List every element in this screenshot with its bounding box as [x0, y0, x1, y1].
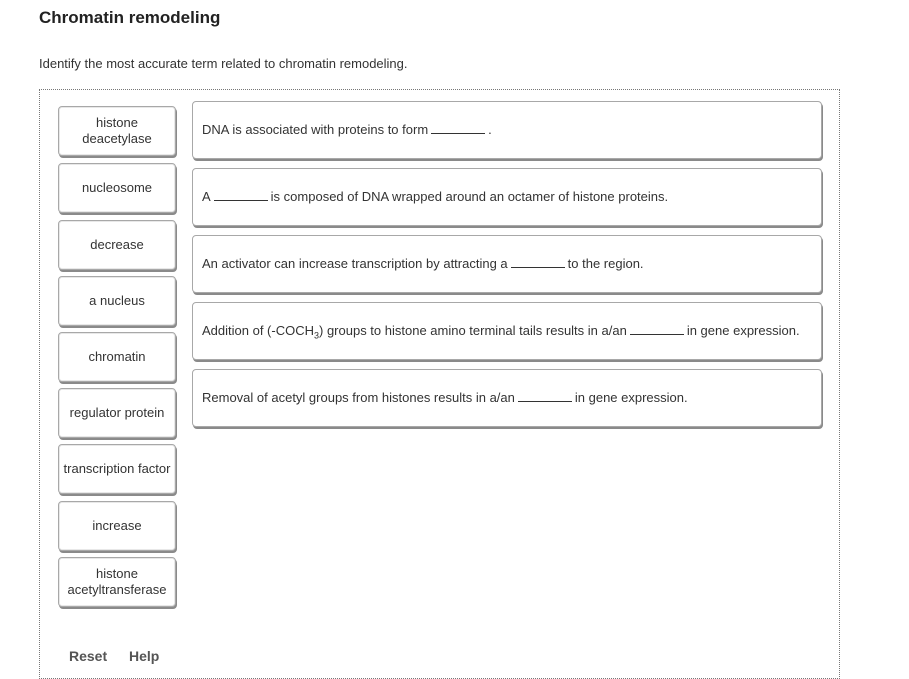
subscript-3: 3	[313, 330, 319, 341]
tile-chromatin[interactable]	[58, 332, 176, 382]
tile-label: regulator protein	[69, 405, 165, 420]
drop-target-3[interactable]	[192, 235, 822, 293]
answer-blank	[630, 334, 684, 335]
drop-target-2[interactable]	[192, 168, 822, 226]
target-sentence	[202, 122, 492, 138]
page-title: Chromatin remodeling	[39, 8, 221, 27]
target-sentence	[202, 189, 668, 205]
tile-label: increase	[92, 518, 142, 533]
tile-label: transcription factor	[63, 461, 171, 476]
sentence-text-after: in gene expression.	[574, 390, 688, 405]
tile-label: a nucleus	[89, 293, 145, 308]
target-sentence	[202, 256, 644, 272]
tile-decrease[interactable]	[58, 220, 176, 270]
sentence-text-after: in gene expression.	[686, 323, 800, 338]
tile-regulator-protein[interactable]	[58, 388, 176, 438]
tile-label: nucleosome	[81, 180, 153, 195]
sentence-text-after: .	[488, 122, 492, 137]
tile-transcription-factor[interactable]	[58, 444, 176, 494]
drop-target-1[interactable]	[192, 101, 822, 159]
sentence-text-after: to the region.	[567, 256, 644, 271]
answer-blank	[518, 401, 572, 402]
sentence-text-after: is composed of DNA wrapped around an octamer of histone proteins.	[270, 189, 669, 204]
answer-blank	[511, 267, 565, 268]
target-sentence	[202, 323, 800, 339]
sentence-text-before: Removal of acetyl groups from histones results in a/an	[202, 390, 515, 405]
sentence-text-before: A	[202, 189, 211, 204]
answer-blank	[431, 133, 485, 134]
tile-label: chromatin	[88, 349, 146, 364]
tile-histone-acetyltransferase[interactable]	[58, 557, 176, 607]
reset-button[interactable]: Reset	[69, 648, 108, 664]
tile-increase[interactable]	[58, 501, 176, 551]
sentence-text-before: An activator can increase transcription by attracting a	[202, 256, 508, 271]
target-sentence	[202, 390, 688, 406]
instructions-text: Identify the most accurate term related to chromatin remodeling.	[39, 56, 408, 71]
tile-label: histone deacetylase	[82, 115, 152, 146]
help-button[interactable]: Help	[129, 648, 160, 664]
drop-target-5[interactable]	[192, 369, 822, 427]
sentence-text-before: DNA is associated with proteins to form	[202, 122, 429, 137]
drag-drop-workspace	[39, 89, 840, 679]
answer-blank	[214, 200, 268, 201]
sentence-text-before: Addition of (-COCH	[202, 323, 314, 338]
sentence-text-middle: ) groups to histone amino terminal tails results in a/an	[319, 323, 627, 338]
tile-a-nucleus[interactable]	[58, 276, 176, 326]
drop-target-4[interactable]	[192, 302, 822, 360]
tile-label: histone acetyltransferase	[67, 566, 167, 597]
tile-nucleosome[interactable]	[58, 163, 176, 213]
tile-label: decrease	[90, 237, 144, 252]
tile-histone-deacetylase[interactable]	[58, 106, 176, 156]
